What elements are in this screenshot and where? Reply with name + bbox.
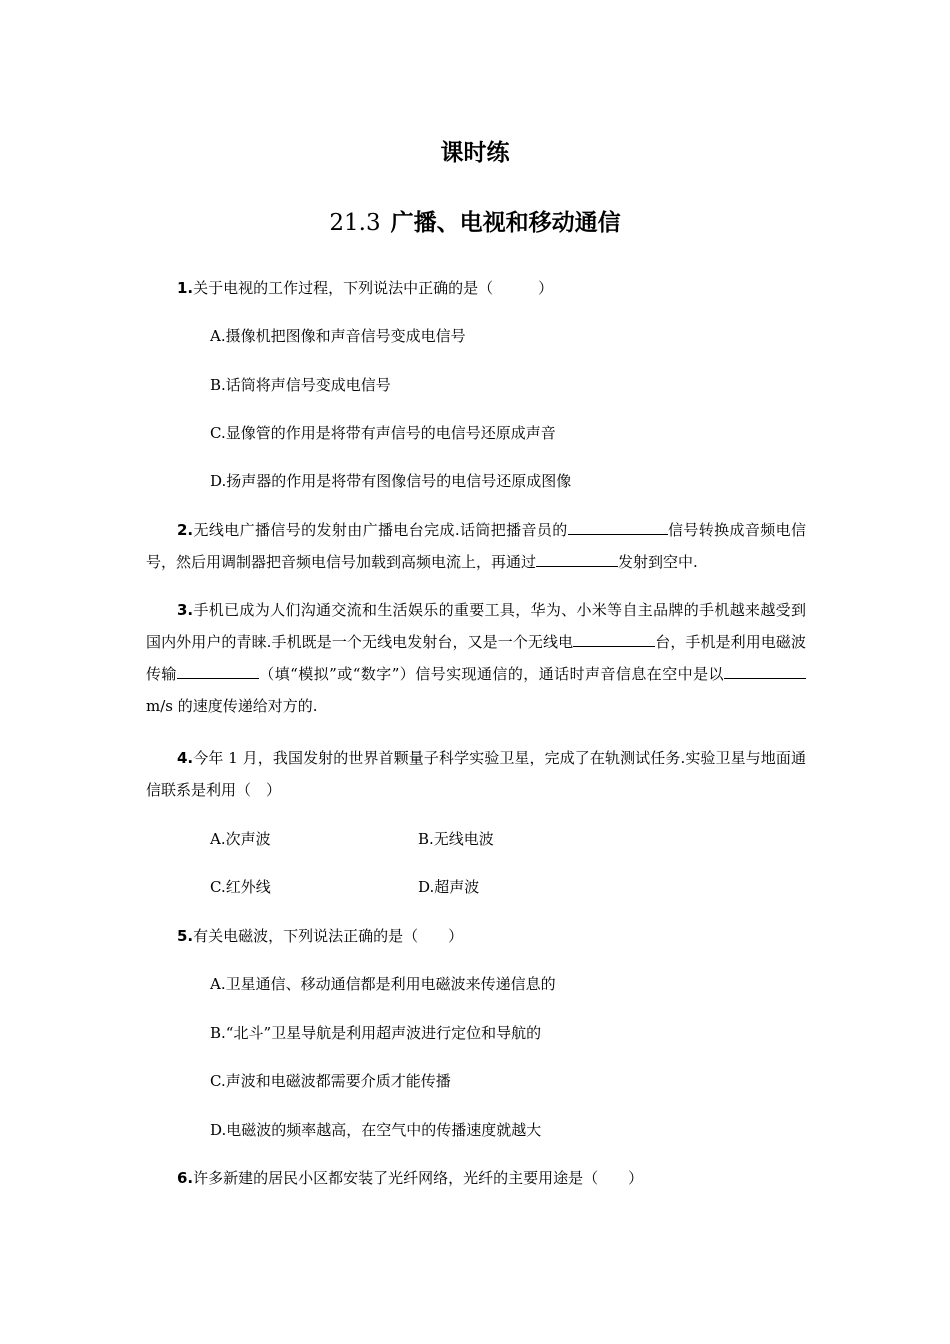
question-1 bbox=[177, 276, 553, 300]
q4-option-b: B.无线电波 bbox=[418, 830, 494, 848]
question-number: 6. bbox=[177, 1169, 194, 1187]
section-title bbox=[0, 206, 950, 240]
q5-option-a: A.卫星通信、移动通信都是利用电磁波来传递信息的 bbox=[210, 975, 556, 993]
question-number: 3. bbox=[177, 601, 194, 619]
q5-option-b: B.“北斗”卫星导航是利用超声波进行定位和导航的 bbox=[210, 1024, 542, 1042]
answer-blank[interactable] bbox=[724, 662, 806, 679]
question-stem: 有关电磁波，下列说法正确的是（ ） bbox=[193, 927, 464, 945]
question-number: 5. bbox=[177, 927, 194, 945]
question-2 bbox=[146, 514, 806, 578]
question-text-2: 信号转换成音频电信号，然后用调制器把音频电信号加载到高频电流上，再通过 bbox=[146, 521, 806, 571]
q4-option-d: D.超声波 bbox=[418, 878, 480, 896]
q1-option-b: B.话筒将声信号变成电信号 bbox=[210, 376, 391, 394]
q4-option-a: A.次声波 bbox=[210, 830, 271, 848]
question-text-1: 手机已成为人们沟通交流和生活娱乐的重要工具，华为、小米等自主品牌的手机越来越受到国内外用户的青睐.手机既是一个无线电发射台，又是一个无线电 bbox=[146, 601, 806, 651]
section-name: 广播、电视和移动通信 bbox=[390, 210, 621, 236]
q4-option-c: C.红外线 bbox=[210, 878, 271, 896]
q5-option-c: C.声波和电磁波都需要介质才能传播 bbox=[210, 1072, 451, 1090]
q1-option-a: A.摄像机把图像和声音信号变成电信号 bbox=[210, 327, 466, 345]
question-number: 4. bbox=[177, 749, 194, 767]
q1-option-c: C.显像管的作用是将带有声信号的电信号还原成声音 bbox=[210, 424, 556, 442]
question-6 bbox=[177, 1166, 643, 1190]
question-stem: 关于电视的工作过程，下列说法中正确的是（ ） bbox=[193, 279, 554, 297]
question-text-3: （填“模拟”或“数字”）信号实现通信的，通话时声音信息在空中是以 bbox=[258, 665, 724, 683]
answer-blank[interactable] bbox=[573, 630, 655, 647]
answer-blank[interactable] bbox=[536, 550, 618, 567]
question-5 bbox=[177, 924, 463, 948]
question-text-4: m/s 的速度传递给对方的. bbox=[146, 697, 318, 715]
q5-option-d: D.电磁波的频率越高，在空气中的传播速度就越大 bbox=[210, 1121, 542, 1139]
answer-blank[interactable] bbox=[568, 518, 668, 535]
q1-option-d: D.扬声器的作用是将带有图像信号的电信号还原成图像 bbox=[210, 472, 572, 490]
question-number: 2. bbox=[177, 521, 194, 539]
page-title: 课时练 bbox=[440, 140, 510, 166]
question-4 bbox=[146, 742, 806, 806]
question-text-2: 台，手机是利用电磁波传输 bbox=[146, 633, 806, 683]
answer-blank[interactable] bbox=[177, 662, 259, 679]
question-text-1: 无线电广播信号的发射由广播电台完成.话筒把播音员的 bbox=[193, 521, 568, 539]
question-number: 1. bbox=[177, 279, 194, 297]
question-text-3: 发射到空中. bbox=[618, 553, 698, 571]
section-number: 21.3 bbox=[329, 210, 381, 236]
question-3 bbox=[146, 594, 806, 722]
question-stem: 今年 1 月，我国发射的世界首颗量子科学实验卫星，完成了在轨测试任务.实验卫星与地面通信联系是利用（ ） bbox=[146, 749, 806, 799]
question-stem: 许多新建的居民小区都安装了光纤网络，光纤的主要用途是（ ） bbox=[193, 1169, 644, 1187]
